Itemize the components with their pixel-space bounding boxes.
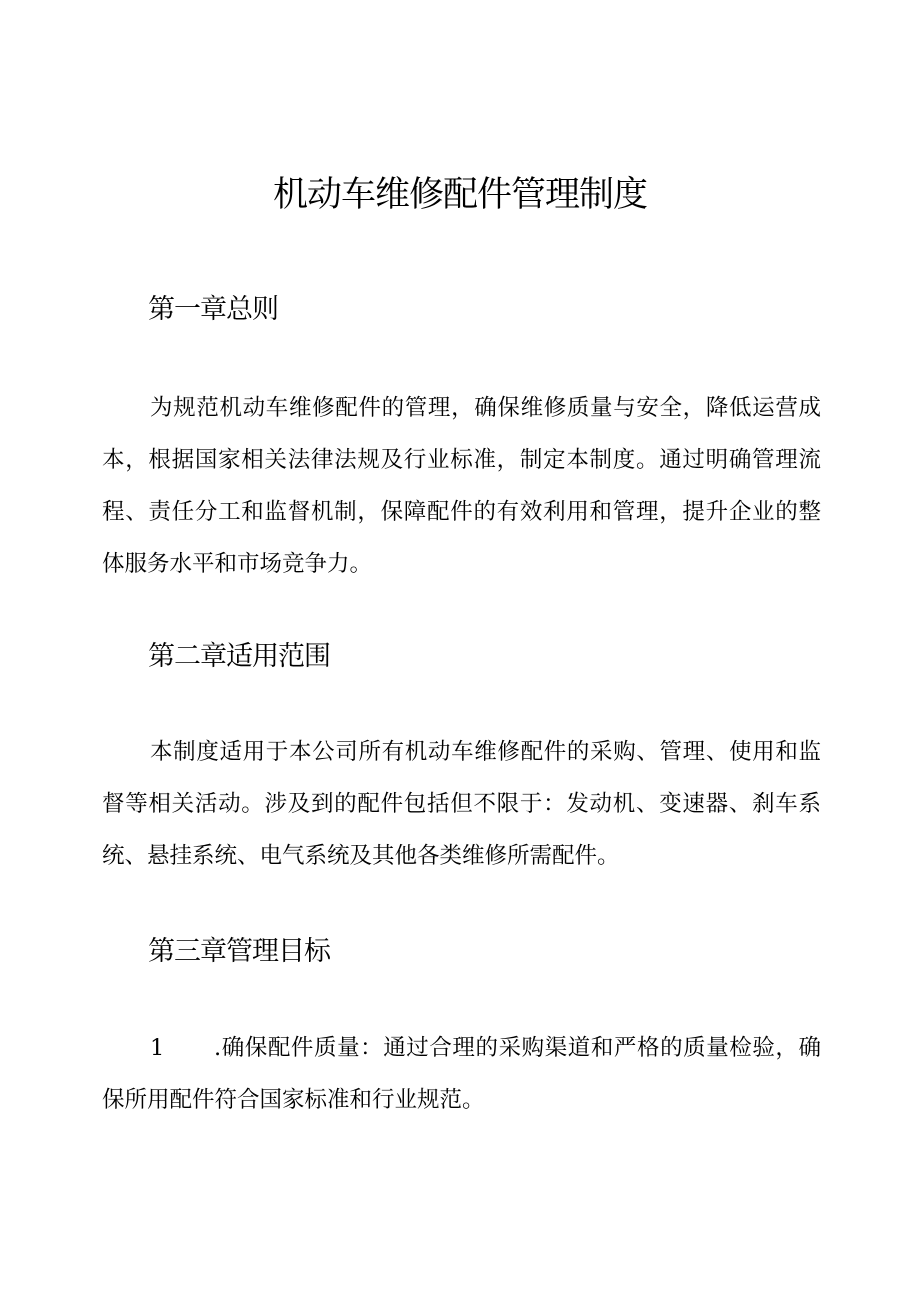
chapter-1-paragraph: 为规范机动车维修配件的管理，确保维修质量与安全，降低运营成本，根据国家相关法律法规及行业标准，制定本制度。通过明确管理流程、责任分工和监督机制，保障配件的有效利用和管理，提升企业的整体服务水平和市场竞争力。 [102, 395, 821, 577]
chapter-2-paragraph: 本制度适用于本公司所有机动车维修配件的采购、管理、使用和监督等相关活动。涉及到的配件包括但不限于：发动机、变速器、刹车系统、悬挂系统、电气系统及其他各类维修所需配件。 [102, 739, 821, 869]
list-item-number: 1 [150, 1035, 165, 1061]
chapter-heading-1: 第一章总则 [148, 294, 278, 325]
list-item [102, 1022, 821, 1126]
chapter-heading-3: 第三章管理目标 [148, 936, 330, 967]
list-item-text: .确保配件质量：通过合理的采购渠道和严格的质量检验，确保所用配件符合国家标准和行业规范。 [102, 1035, 821, 1113]
document-title: 机动车维修配件管理制度 [272, 175, 647, 215]
chapter-heading-2: 第二章适用范围 [148, 641, 330, 672]
